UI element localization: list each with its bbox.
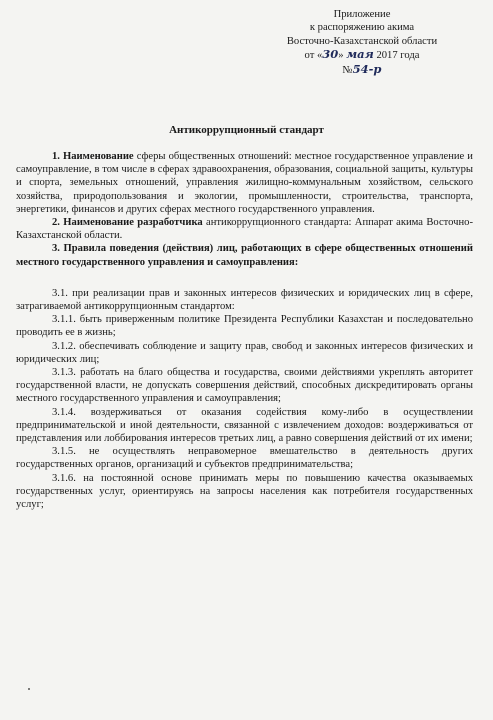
- section-1-heading: Наименование: [63, 151, 134, 162]
- number-handwritten: 54-р: [352, 61, 382, 76]
- section-3-number: 3.: [52, 243, 60, 255]
- section-1-text: сферы общественных отношений: местное государственное управление и самоуправление, в том числе в сферах здравоохранения, образования, социальной защиты, культуры и спорта, земельных отношений, управления жилищно-коммунальным хозяйством, сельского хозяйства, природопользования и экологии, промышленности, строительства, транспорта, энергетики, финансов и других сферах местного государственного управления.: [16, 151, 473, 215]
- section-3: [16, 242, 473, 268]
- section-2: [16, 216, 473, 242]
- section-2-text: антикоррупционного стандарта: Аппарат акима Восточно-Казахстанской области.: [16, 217, 473, 242]
- section-3-heading: Правила поведения (действия) лиц, работающих в сфере общественных отношений местного государственного управления и самоуправления:: [16, 243, 473, 268]
- clause-3-1-4: 3.1.4. воздерживаться от оказания содействия кому-либо в осуществлении предпринимательской и иной деятельности, связанной с извлечением доходов: воздерживаться от представления или лоббирования интересов третьих лиц, а равно совершения действий от их имени;: [16, 406, 473, 445]
- scan-speck: [28, 688, 30, 690]
- clause-3-1-3: 3.1.3. работать на благо общества и государства, своими действиями укреплять авторитет государственной власти, не допускать совершения действий, способных дискредитировать органы местного государственного управления и самоуправления;: [16, 367, 473, 405]
- section-1: [16, 150, 473, 216]
- date-prefix: от «: [304, 50, 323, 62]
- date-year: 2017 года: [376, 50, 420, 62]
- section-2-heading: Наименование разработчика: [63, 217, 203, 229]
- appendix-number-line: [267, 63, 457, 77]
- appendix-line-1: Приложение: [333, 9, 391, 20]
- appendix-line-3: Восточно-Казахстанской области: [286, 35, 438, 47]
- appendix-header: [267, 8, 457, 77]
- section-2-number: 2.: [52, 217, 60, 229]
- clause-3-1-6: 3.1.6. на постоянной основе принимать меры по повышению качества оказываемых государственных услуг, ориентируясь на запросы населения как потребителя государственных услуг;: [16, 472, 473, 511]
- document-body: [16, 150, 473, 511]
- clause-3-1-2: 3.1.2. обеспечивать соблюдение и защиту прав, свобод и законных интересов физических и юридических лиц;: [16, 340, 473, 365]
- clause-3-1-5: 3.1.5. не осуществлять неправомерное вмешательство в деятельность других государственных органов, организаций и субъектов предпринимательства;: [16, 446, 473, 471]
- clause-3-1: 3.1. при реализации прав и законных интересов физических и юридических лиц в сфере, затрагиваемой антикоррупционным стандартом:: [16, 287, 473, 313]
- date-month-handwritten: мая: [346, 47, 374, 62]
- appendix-line-2: к распоряжению акима: [309, 22, 415, 34]
- clause-3-1-1: 3.1.1. быть приверженным политике Президента Республики Казахстан и последовательно проводить ее в жизнь;: [16, 314, 473, 339]
- section-1-number: 1.: [52, 151, 60, 162]
- date-day-handwritten: 30: [322, 47, 339, 62]
- number-prefix: №: [342, 64, 353, 76]
- date-mid: »: [338, 50, 344, 62]
- appendix-date-line: [267, 48, 457, 62]
- document-title: Антикоррупционный стандарт: [169, 124, 324, 136]
